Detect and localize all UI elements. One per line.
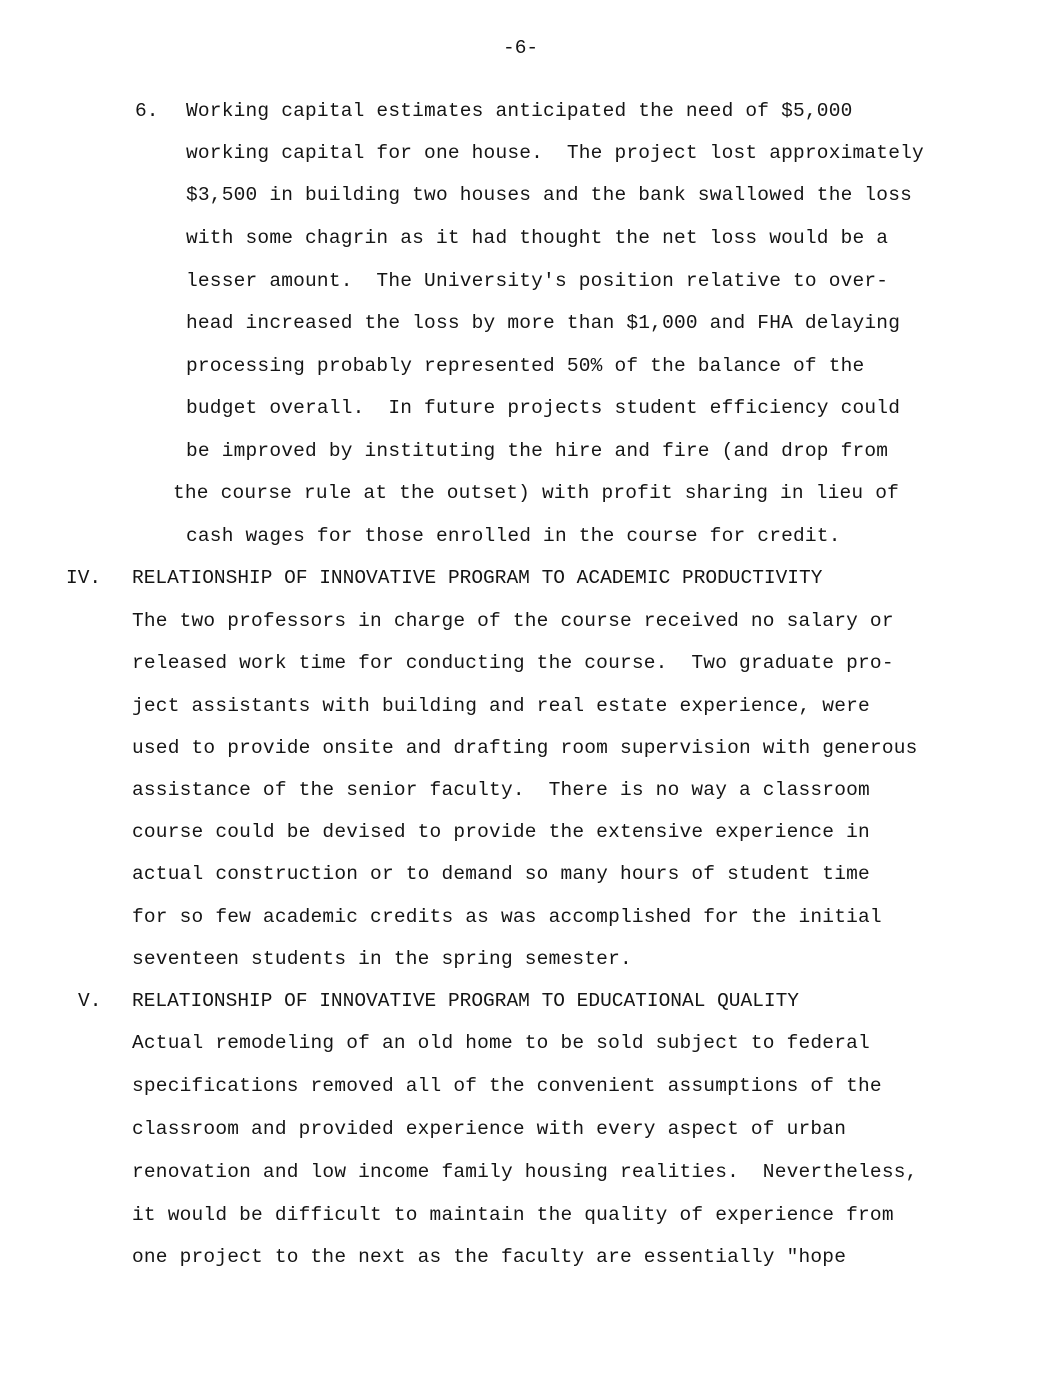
section-4-line-1: The two professors in charge of the course received no salary or [132,610,894,632]
section-5-line-1: Actual remodeling of an old home to be sold subject to federal [132,1032,870,1054]
section-5-line-3: classroom and provided experience with every aspect of urban [132,1118,847,1140]
item-6-line-10: the course rule at the outset) with profit sharing in lieu of [173,482,900,504]
item-6-line-6: head increased the loss by more than $1,000 and FHA delaying [186,312,901,334]
page-number: -6- [503,37,539,59]
section-4-line-4: used to provide onsite and drafting room supervision with generous [132,737,918,759]
section-5-line-5: it would be difficult to maintain the quality of experience from [132,1204,894,1226]
section-5-line-6: one project to the next as the faculty are essentially "hope [132,1246,847,1268]
section-5-heading: RELATIONSHIP OF INNOVATIVE PROGRAM TO EDUCATIONAL QUALITY [132,990,800,1012]
section-4-line-9: seventeen students in the spring semester. [132,948,632,970]
item-6-line-3: $3,500 in building two houses and the bank swallowed the loss [186,184,913,206]
section-4-line-8: for so few academic credits as was accomplished for the initial [132,906,882,928]
section-5-line-2: specifications removed all of the convenient assumptions of the [132,1075,882,1097]
section-4-line-7: actual construction or to demand so many hours of student time [132,863,870,885]
section-5-line-4: renovation and low income family housing realities. Nevertheless, [132,1161,918,1183]
section-4-line-3: ject assistants with building and real estate experience, were [132,695,870,717]
item-6-line-2: working capital for one house. The project lost approximately [186,142,924,164]
section-4-line-6: course could be devised to provide the extensive experience in [132,821,870,843]
item-6-line-7: processing probably represented 50% of the balance of the [186,355,865,377]
item-6-line-4: with some chagrin as it had thought the net loss would be a [186,227,889,249]
item-6-number: 6. [135,100,159,122]
item-6-line-5: lesser amount. The University's position relative to over- [186,270,889,292]
item-6-line-8: budget overall. In future projects student efficiency could [186,397,901,419]
item-6-line-9: be improved by instituting the hire and fire (and drop from [186,440,889,462]
item-6-line-11: cash wages for those enrolled in the course for credit. [186,525,841,547]
section-4-line-2: released work time for conducting the course. Two graduate pro- [132,652,894,674]
section-5-numeral: V. [78,990,102,1012]
item-6-line-1: Working capital estimates anticipated the need of $5,000 [186,100,853,122]
section-4-heading: RELATIONSHIP OF INNOVATIVE PROGRAM TO ACADEMIC PRODUCTIVITY [132,567,823,589]
section-4-numeral: IV. [66,567,102,589]
section-4-line-5: assistance of the senior faculty. There is no way a classroom [132,779,870,801]
